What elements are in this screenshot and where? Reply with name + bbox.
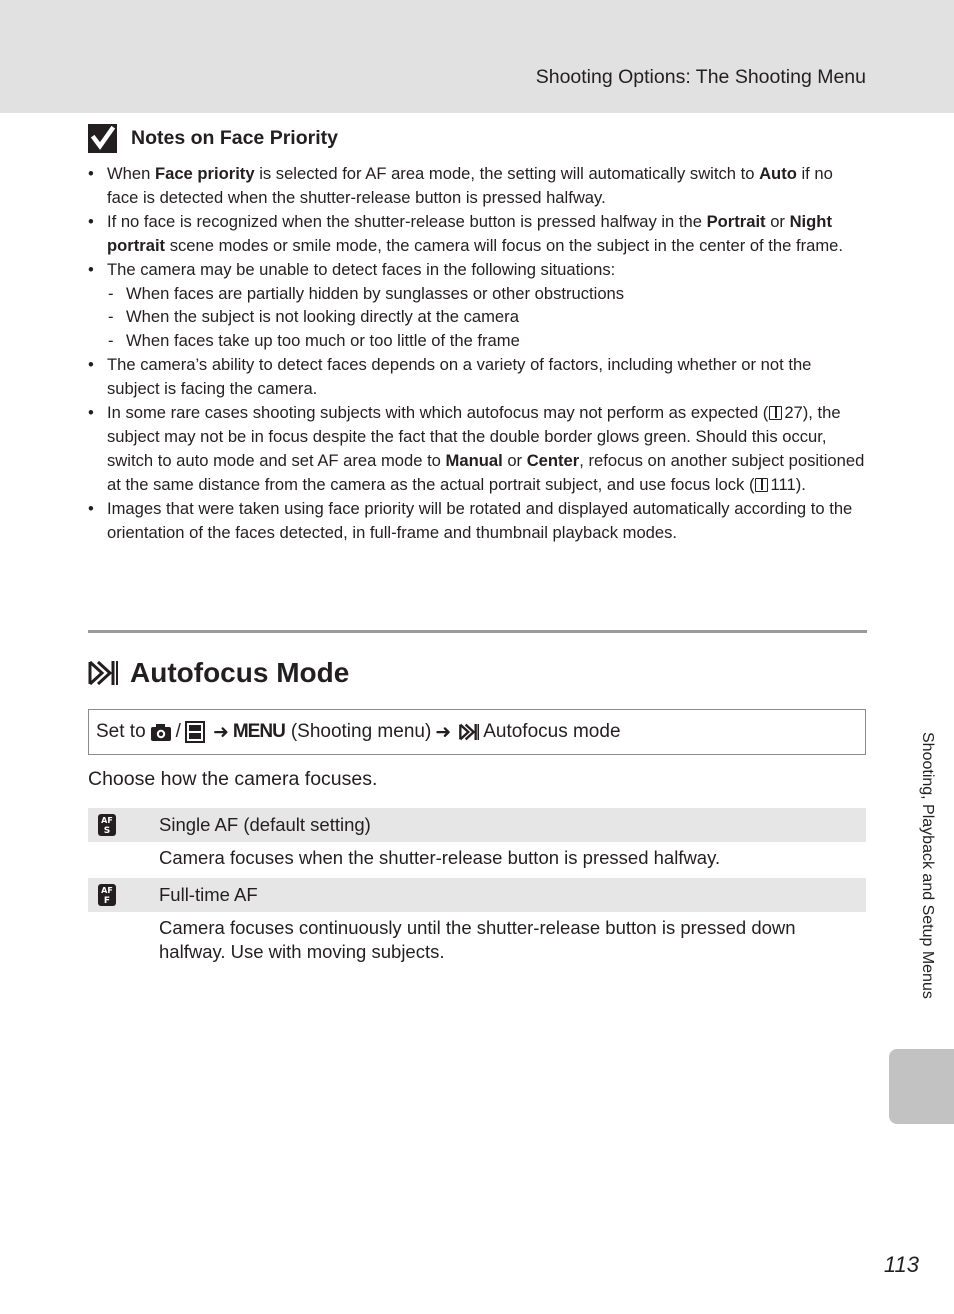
- checkmark-note-icon: [88, 124, 117, 153]
- option-row-single-af: [88, 808, 866, 842]
- autofocus-mode-icon: [88, 658, 118, 688]
- list-item: • In some rare cases shooting subjects with which autofocus may not perform as expected ( 27), the subject may not be in focus despite the fact that the double border glows green. Should this occur, switch to auto mode and set AF area mode to Manual or Center, refocus on another subject positioned at the same distance from the camera as the actual portrait subject, and use focus lock ( 111).: [88, 401, 866, 497]
- option-label: Full-time AF: [159, 884, 258, 905]
- sub-list-item: - When faces take up too much or too little of the frame: [107, 329, 866, 353]
- af-single-icon: [96, 813, 118, 837]
- notes-list: [88, 162, 866, 545]
- page-reference-icon: [755, 478, 768, 492]
- page-reference-icon: [769, 406, 782, 420]
- path-autofocus-mode: Autofocus mode: [483, 721, 621, 742]
- list-item: • Images that were taken using face priority will be rotated and displayed automatically according to the orientation of the faces detected, in full-frame and thumbnail playback modes.: [88, 497, 866, 545]
- sub-list-item: - When faces are partially hidden by sunglasses or other obstructions: [107, 282, 866, 306]
- notes-heading: [88, 120, 866, 156]
- camera-mode-icon: [150, 723, 172, 742]
- svg-text:AF: AF: [101, 816, 113, 825]
- svg-text:AF: AF: [101, 886, 113, 895]
- notes-title: Notes on Face Priority: [131, 126, 338, 149]
- arrow-right-icon: ➜: [212, 721, 229, 743]
- side-tab[interactable]: [889, 1049, 954, 1124]
- running-header: Shooting Options: The Shooting Menu: [535, 66, 866, 88]
- header-band: [0, 0, 954, 113]
- list-item: • When Face priority is selected for AF area mode, the setting will automatically switch to Auto if no face is detected when the shutter-release button is pressed halfway.: [88, 162, 866, 210]
- path-shooting-menu: (Shooting menu): [290, 721, 432, 742]
- section-heading: [88, 653, 349, 693]
- arrow-right-icon: ➜: [435, 721, 452, 743]
- path-set-to: Set to: [96, 721, 146, 742]
- notes-box: [88, 120, 866, 545]
- list-item: • If no face is recognized when the shutter-release button is pressed halfway in the Portrait or Night portrait scene modes or smile mode, the camera will focus on the subject in the center of the frame.: [88, 210, 866, 258]
- page-ref[interactable]: 27: [784, 403, 803, 423]
- autofocus-mode-icon: [459, 722, 479, 742]
- page-number: 113: [883, 1252, 919, 1277]
- svg-text:S: S: [103, 826, 111, 836]
- section-title: Autofocus Mode: [130, 657, 350, 688]
- af-fulltime-icon: [96, 883, 118, 907]
- section-divider: [88, 630, 867, 633]
- intro-text: Choose how the camera focuses.: [88, 768, 378, 790]
- page-ref[interactable]: 111: [770, 474, 796, 494]
- high-iso-mode-icon: [185, 721, 205, 743]
- svg-text:F: F: [103, 896, 111, 906]
- option-description: Camera focuses continuously until the shutter-release button is pressed down halfway. Use with moving subjects.: [159, 917, 796, 962]
- option-description: Camera focuses when the shutter-release button is pressed halfway.: [159, 847, 721, 868]
- option-row-fulltime-af: [88, 878, 866, 912]
- menu-button-label: MENU: [232, 721, 285, 742]
- sub-list-item: - When the subject is not looking directly at the camera: [107, 305, 866, 329]
- list-item: • The camera may be unable to detect faces in the following situations: - When faces are partially hidden by sunglasses or other obstructions - When the subject is not looking directly at the camera - When faces take up too much or too little of the frame: [88, 258, 866, 354]
- path-slash: /: [175, 721, 181, 742]
- side-tab-label: Shooting, Playback and Setup Menus: [919, 732, 936, 999]
- list-item: • The camera’s ability to detect faces depends on a variety of factors, including whether or not the subject is facing the camera.: [88, 353, 866, 401]
- menu-path-box: [88, 709, 866, 755]
- sub-list: [107, 282, 866, 354]
- option-label: Single AF (default setting): [159, 814, 371, 835]
